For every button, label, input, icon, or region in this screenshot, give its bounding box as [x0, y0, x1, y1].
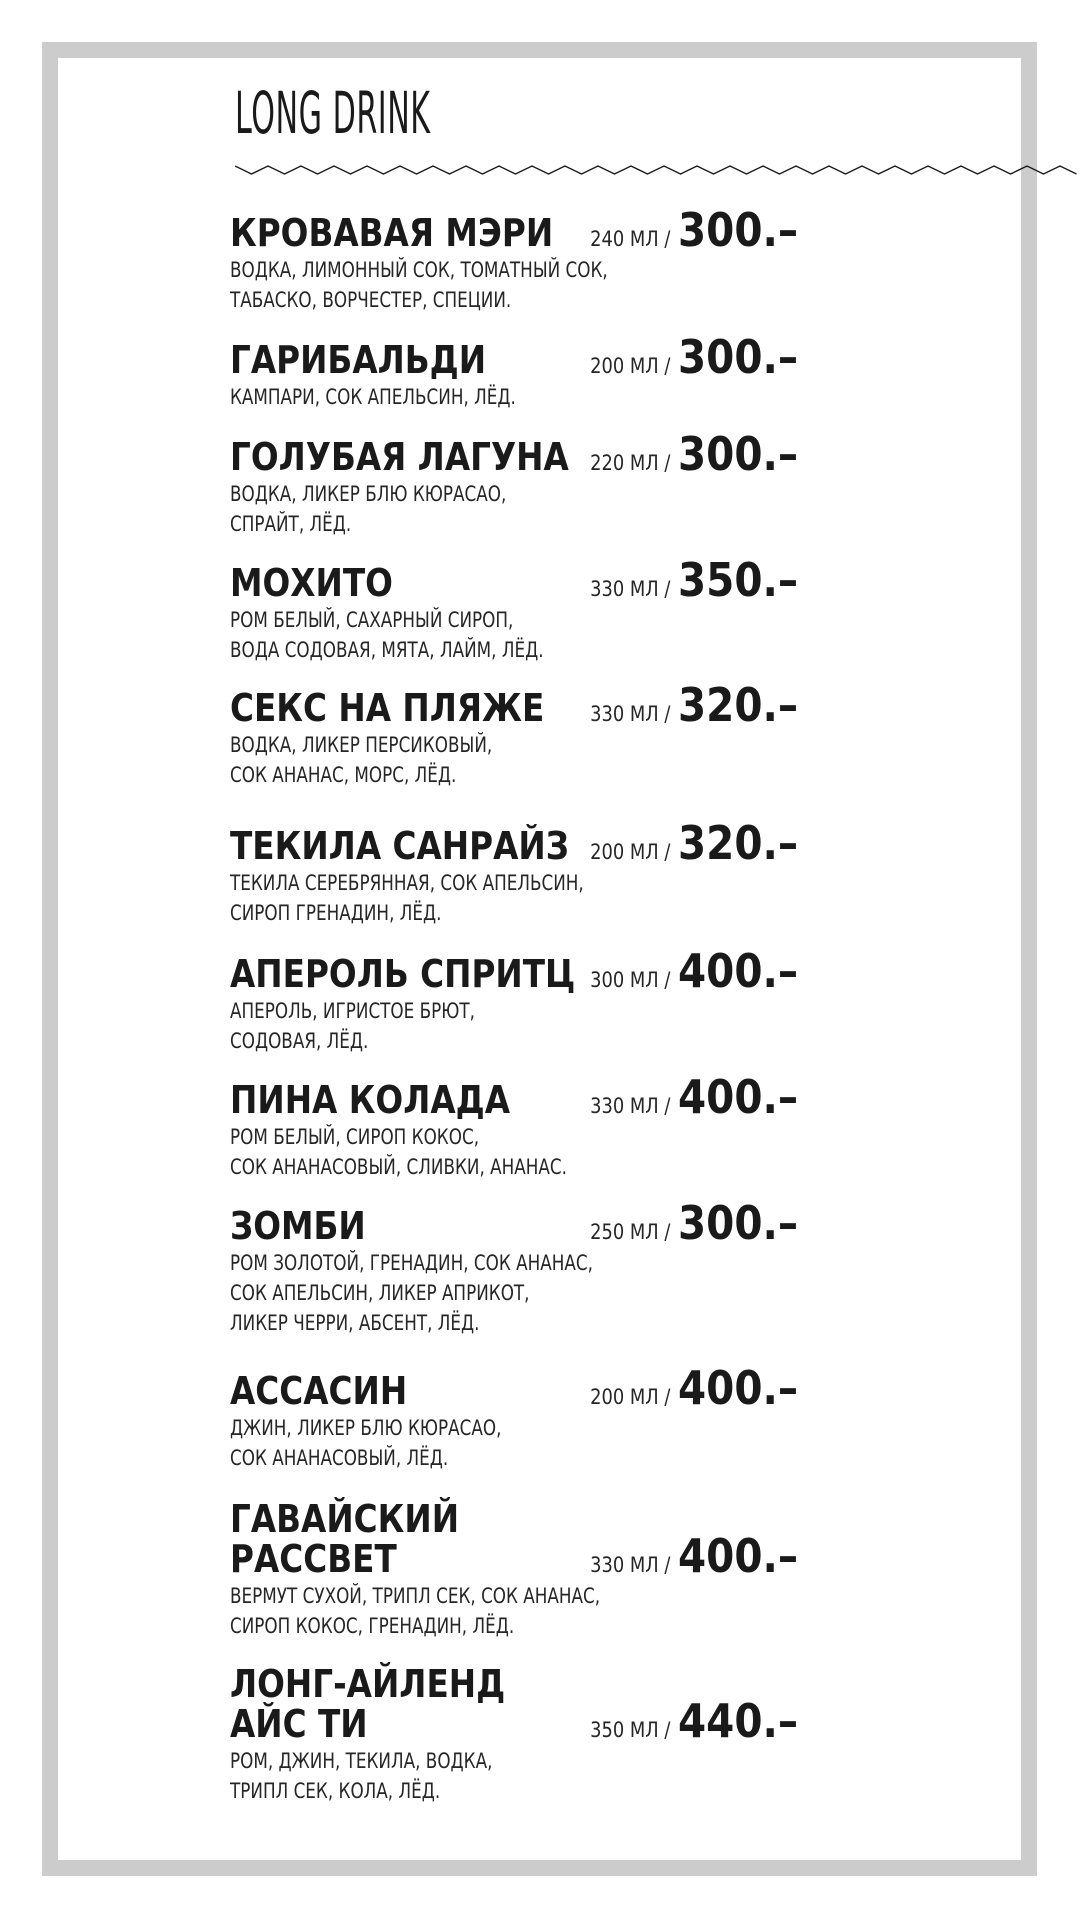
drink-price: 400.– [678, 1361, 799, 1415]
drink-ingredients: КАМПАРИ, СОК АПЕЛЬСИН, ЛЁД. [230, 385, 516, 409]
drink-ingredients: ВОДКА, ЛИКЕР ПЕРСИКОВЫЙ, [230, 733, 493, 757]
menu-item [230, 1070, 799, 1182]
drink-name: ЗОМБИ [230, 1204, 366, 1248]
drink-name-line2: АЙС ТИ [230, 1702, 368, 1746]
price-row [576, 1529, 815, 1583]
menu-item [230, 944, 799, 1056]
drink-name: ЛОНГ-АЙЛЕНД [230, 1662, 506, 1706]
menu-item [230, 1662, 799, 1806]
drink-volume: 240 МЛ / [590, 227, 671, 251]
price-row [576, 203, 815, 257]
drink-volume: 250 МЛ / [590, 1220, 671, 1244]
drink-name: ГОЛУБАЯ ЛАГУНА [230, 435, 569, 479]
drink-name: СЕКС НА ПЛЯЖЕ [230, 686, 545, 730]
drink-ingredients: РОМ ЗОЛОТОЙ, ГРЕНАДИН, СОК АНАНАС, [230, 1251, 593, 1275]
drink-volume: 330 МЛ / [590, 702, 671, 726]
drink-ingredients: ВОДА СОДОВАЯ, МЯТА, ЛАЙМ, ЛЁД. [230, 638, 544, 662]
menu-item [230, 553, 799, 665]
drink-volume: 330 МЛ / [590, 577, 671, 601]
menu-item [230, 203, 799, 315]
drink-name-line2: РАССВЕТ [230, 1537, 397, 1581]
menu-title: LONG DRINK [235, 79, 431, 147]
drink-name: МОХИТО [230, 561, 393, 605]
menu-item [230, 427, 799, 539]
drink-ingredients: СИРОП КОКОС, ГРЕНАДИН, ЛЁД. [230, 1614, 515, 1638]
drink-price: 300.– [678, 1196, 799, 1250]
menu-item [230, 330, 799, 412]
drink-price: 320.– [678, 678, 799, 732]
price-row [576, 1196, 815, 1250]
drink-ingredients: СОК АПЕЛЬСИН, ЛИКЕР АПРИКОТ, [230, 1281, 530, 1305]
drink-volume: 200 МЛ / [590, 840, 671, 864]
drink-ingredients: СОК АНАНАСОВЫЙ, ЛЁД. [230, 1446, 449, 1470]
drink-volume: 300 МЛ / [590, 968, 671, 992]
drink-volume: 200 МЛ / [590, 1385, 671, 1409]
drink-name: ГАВАЙСКИЙ [230, 1497, 460, 1541]
price-row [576, 1361, 815, 1415]
drink-ingredients: ДЖИН, ЛИКЕР БЛЮ КЮРАСАО, [230, 1416, 502, 1440]
drink-ingredients: РОМ БЕЛЫЙ, СИРОП КОКОС, [230, 1125, 480, 1149]
drink-ingredients: СОК АНАНАСОВЫЙ, СЛИВКИ, АНАНАС. [230, 1155, 567, 1179]
drink-volume: 350 МЛ / [590, 1718, 671, 1742]
drink-ingredients: ВОДКА, ЛИМОННЫЙ СОК, ТОМАТНЫЙ СОК, [230, 258, 608, 282]
menu-item [230, 816, 799, 928]
price-row [576, 944, 815, 998]
drink-price: 440.– [678, 1694, 799, 1748]
drink-name: АССАСИН [230, 1369, 408, 1413]
drink-price: 400.– [678, 944, 799, 998]
drink-name: ПИНА КОЛАДА [230, 1078, 511, 1122]
price-row [576, 1694, 815, 1748]
price-row [576, 678, 815, 732]
price-row [576, 427, 815, 481]
drink-volume: 200 МЛ / [590, 354, 671, 378]
menu-item [230, 1361, 799, 1473]
menu-item [230, 1497, 799, 1641]
drink-price: 300.– [678, 330, 799, 384]
drink-volume: 330 МЛ / [590, 1553, 671, 1577]
drink-price: 300.– [678, 427, 799, 481]
drink-ingredients: АПЕРОЛЬ, ИГРИСТОЕ БРЮТ, [230, 999, 476, 1023]
menu-item [230, 1196, 799, 1338]
zigzag-divider [235, 163, 1080, 177]
drink-ingredients: ВОДКА, ЛИКЕР БЛЮ КЮРАСАО, [230, 482, 507, 506]
drink-price: 320.– [678, 816, 799, 870]
drink-ingredients: СИРОП ГРЕНАДИН, ЛЁД. [230, 901, 442, 925]
drink-ingredients: ТЕКИЛА СЕРЕБРЯННАЯ, СОК АПЕЛЬСИН, [230, 871, 584, 895]
drink-name: АПЕРОЛЬ СПРИТЦ [230, 952, 576, 996]
menu-item [230, 678, 799, 790]
drink-price: 300.– [678, 203, 799, 257]
drink-ingredients: ЛИКЕР ЧЕРРИ, АБСЕНТ, ЛЁД. [230, 1311, 480, 1335]
drink-price: 400.– [678, 1529, 799, 1583]
drink-ingredients: СОК АНАНАС, МОРС, ЛЁД. [230, 763, 457, 787]
drink-ingredients: СПРАЙТ, ЛЁД. [230, 512, 352, 536]
price-row [576, 1070, 815, 1124]
drink-ingredients: РОМ, ДЖИН, ТЕКИЛА, ВОДКА, [230, 1749, 493, 1773]
drink-volume: 220 МЛ / [590, 451, 671, 475]
drink-name: ТЕКИЛА САНРАЙЗ [230, 824, 569, 868]
drink-name: ГАРИБАЛЬДИ [230, 338, 487, 382]
price-row [576, 330, 815, 384]
drink-price: 350.– [678, 553, 799, 607]
price-row [576, 816, 815, 870]
drink-volume: 330 МЛ / [590, 1094, 671, 1118]
drink-price: 400.– [678, 1070, 799, 1124]
drink-ingredients: СОДОВАЯ, ЛЁД. [230, 1029, 369, 1053]
drink-ingredients: ВЕРМУТ СУХОЙ, ТРИПЛ СЕК, СОК АНАНАС, [230, 1584, 601, 1608]
price-row [576, 553, 815, 607]
drink-ingredients: ТРИПЛ СЕК, КОЛА, ЛЁД. [230, 1779, 441, 1803]
drink-name: КРОВАВАЯ МЭРИ [230, 211, 554, 255]
drink-ingredients: ТАБАСКО, ВОРЧЕСТЕР, СПЕЦИИ. [230, 288, 512, 312]
drink-ingredients: РОМ БЕЛЫЙ, САХАРНЫЙ СИРОП, [230, 608, 514, 632]
